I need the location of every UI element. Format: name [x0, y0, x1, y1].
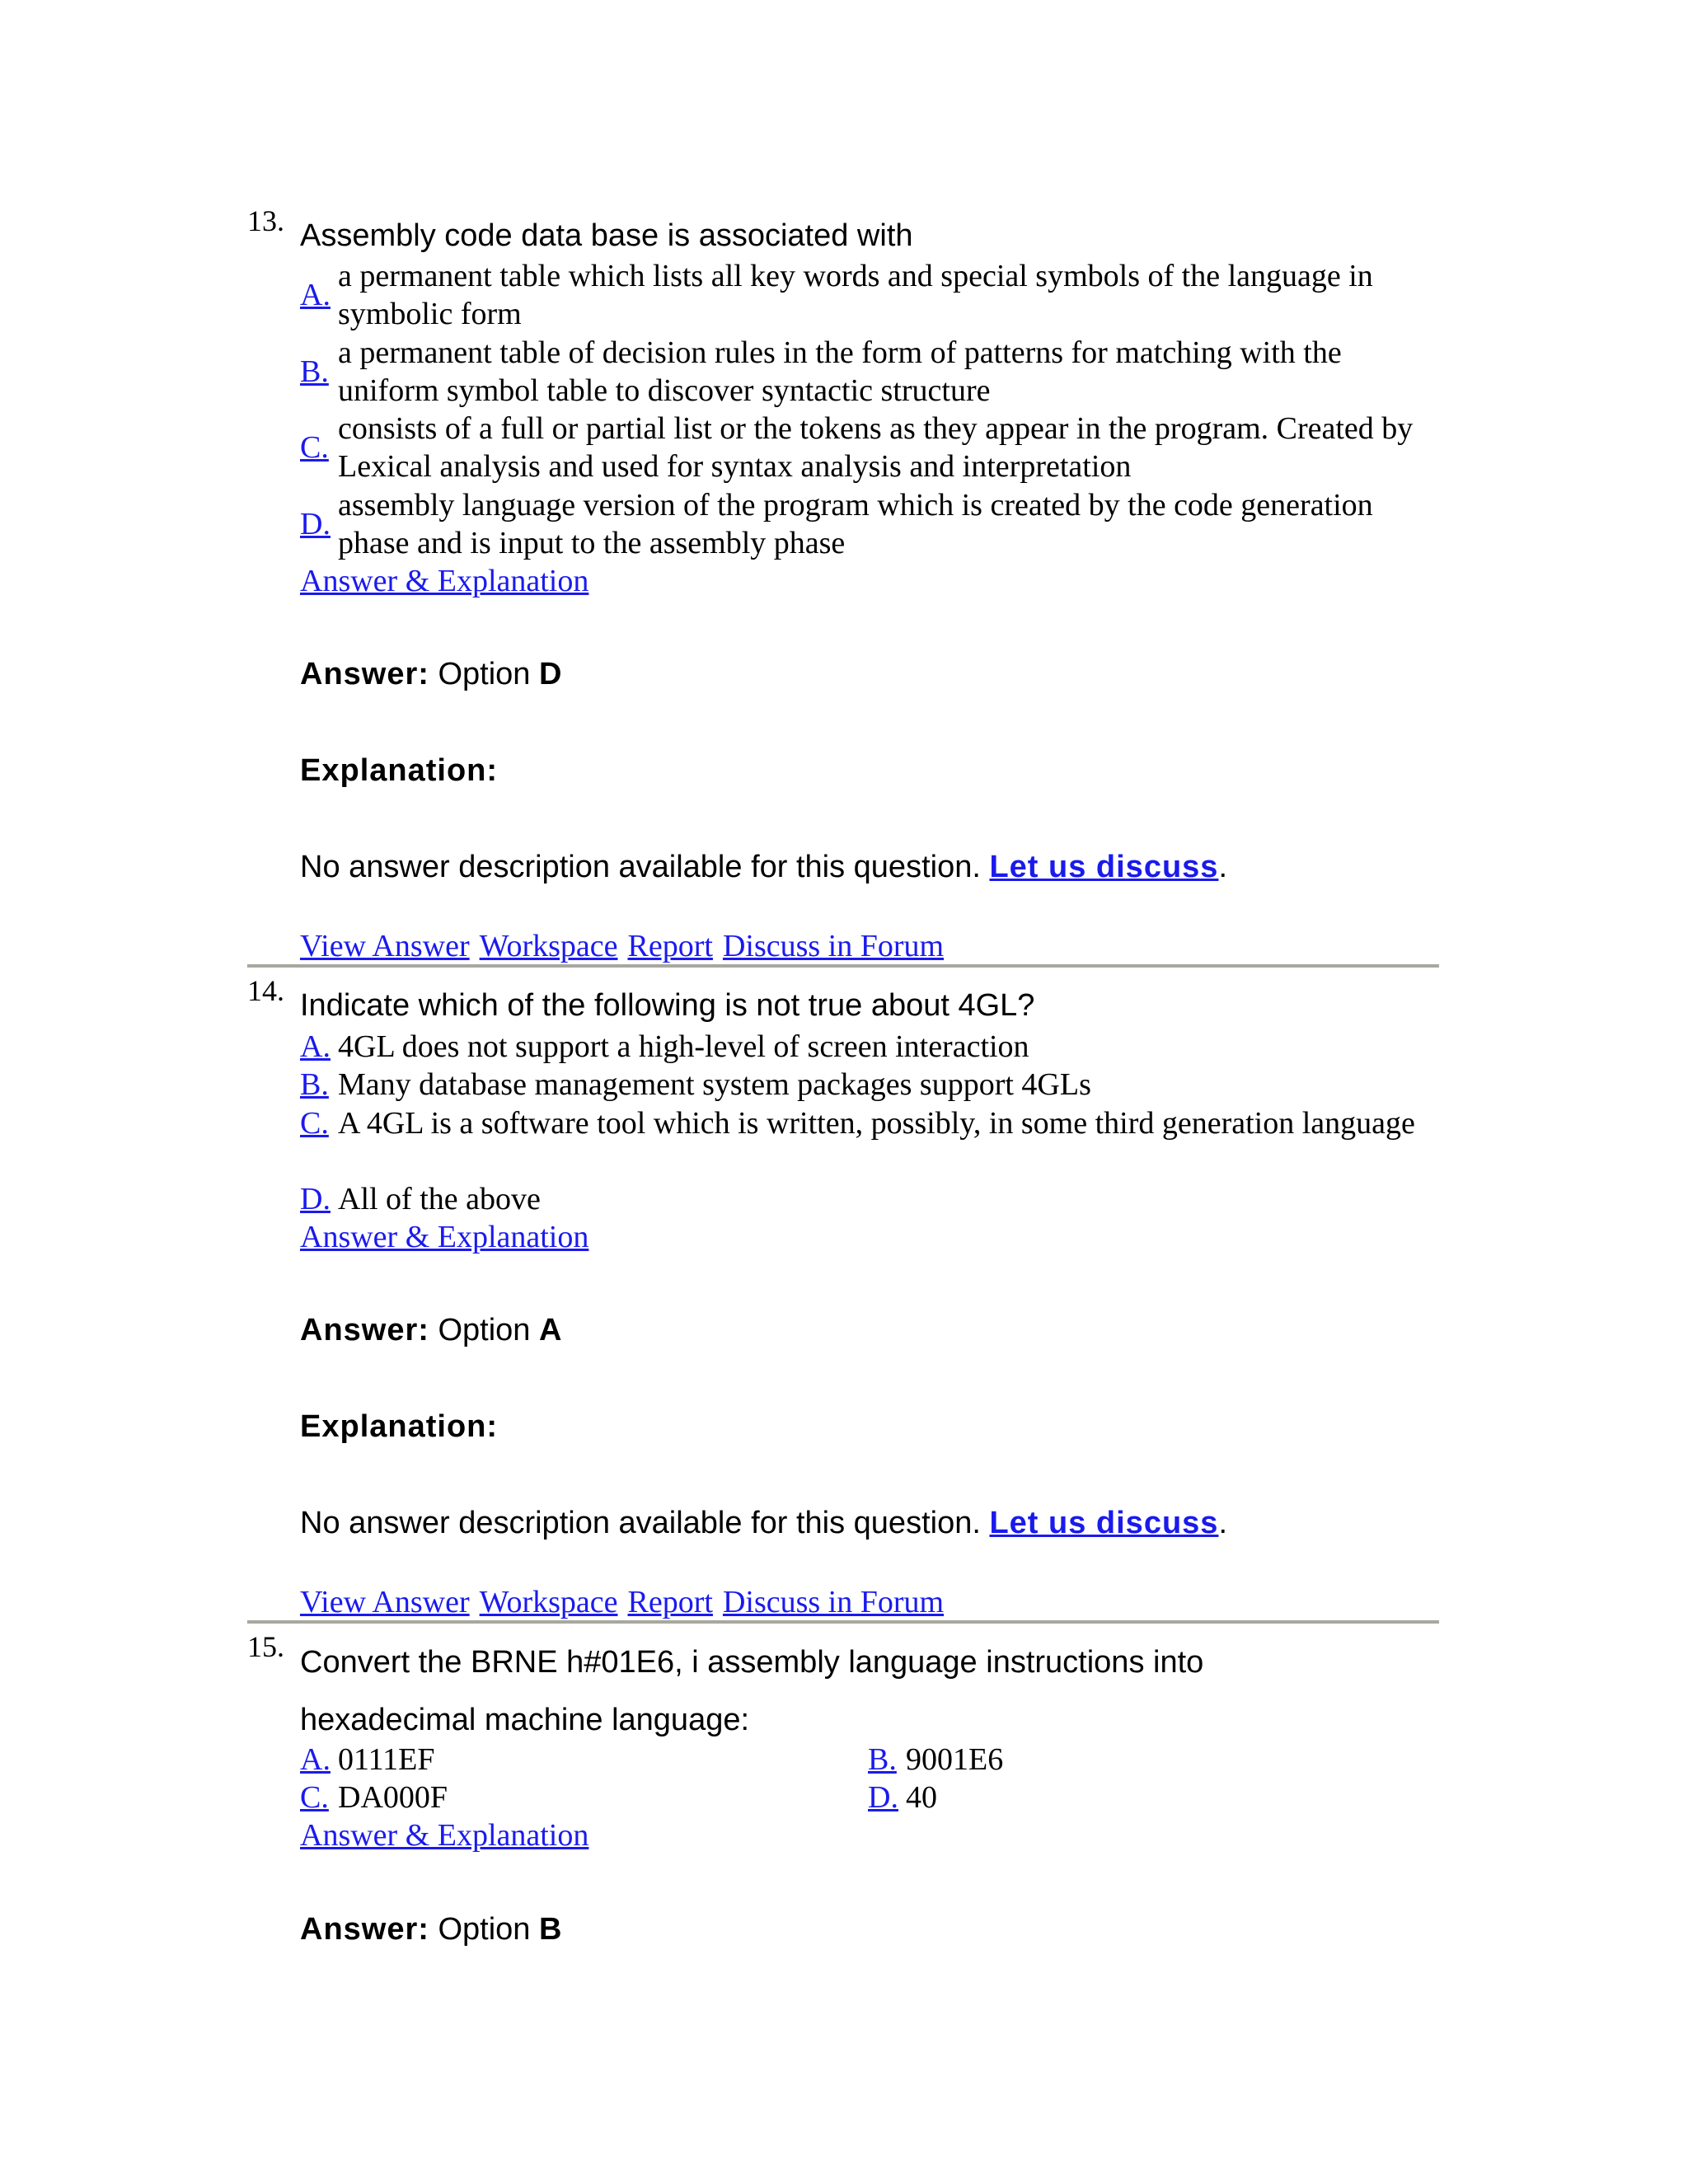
question-number: 13.	[247, 204, 284, 237]
option-text: All of the above	[338, 1182, 541, 1216]
option-text: A 4GL is a software tool which is written, possibly, in some third generation language	[338, 1106, 1415, 1141]
explanation-text-line	[300, 1504, 1227, 1542]
answer-prefix: Option	[438, 657, 531, 691]
explanation-end: .	[1218, 850, 1227, 884]
answer-prefix: Option	[438, 1313, 531, 1347]
report-link[interactable]: Report	[627, 1585, 713, 1619]
option-letter-link[interactable]: B.	[868, 1742, 897, 1777]
answer-label: Answer:	[300, 1313, 429, 1347]
question-number: 15.	[247, 1630, 284, 1663]
option-letter-link[interactable]: B.	[300, 354, 329, 389]
discuss-in-forum-link[interactable]: Discuss in Forum	[722, 929, 945, 963]
workspace-link[interactable]: Workspace	[479, 929, 618, 963]
option-d	[868, 1779, 1379, 1816]
answer-line	[300, 655, 561, 693]
question-footer-links	[300, 1583, 944, 1621]
answer-line	[300, 1910, 561, 1948]
answer-line	[300, 1311, 561, 1349]
answer-explanation-link[interactable]: Answer & Explanation	[300, 1818, 589, 1853]
question-text: Indicate which of the following is not true about 4GL?	[300, 988, 1035, 1023]
answer-option: A	[539, 1313, 562, 1347]
option-letter-link[interactable]: A.	[300, 1742, 331, 1777]
option-text: a permanent table which lists all key words and special symbols of the language in symbolic form	[338, 259, 1373, 331]
answer-explanation-link[interactable]: Answer & Explanation	[300, 564, 589, 598]
view-answer-link[interactable]: View Answer	[300, 929, 470, 963]
option-letter-link[interactable]: D.	[868, 1780, 898, 1815]
option-text: assembly language version of the program which is created by the code generation phase and is input to the assembly phase	[338, 488, 1373, 560]
option-letter-link[interactable]: C.	[300, 1780, 329, 1815]
question-divider	[247, 964, 1439, 968]
option-a	[300, 1741, 811, 1779]
option-letter-link[interactable]: A.	[300, 278, 331, 312]
report-link[interactable]: Report	[627, 929, 713, 963]
answer-label: Answer:	[300, 657, 429, 691]
question-number: 14.	[247, 974, 284, 1007]
question-footer-links	[300, 927, 944, 965]
option-letter-link[interactable]: B.	[300, 1067, 329, 1102]
view-answer-link[interactable]: View Answer	[300, 1585, 470, 1619]
option-d	[300, 486, 1437, 562]
option-text: 4GL does not support a high-level of screen interaction	[338, 1029, 1029, 1064]
explanation-text: No answer description available for this question.	[300, 850, 981, 884]
option-b	[300, 334, 1437, 410]
answer-prefix: Option	[438, 1912, 531, 1947]
workspace-link[interactable]: Workspace	[479, 1585, 618, 1619]
option-b	[300, 1066, 1437, 1104]
question-text: Assembly code data base is associated with	[300, 218, 913, 253]
option-letter-link[interactable]: D.	[300, 507, 331, 541]
explanation-text-line	[300, 848, 1227, 886]
explanation-text: No answer description available for this question.	[300, 1506, 981, 1540]
answer-option: B	[539, 1912, 562, 1947]
option-letter-link[interactable]: D.	[300, 1182, 331, 1216]
explanation-end: .	[1218, 1506, 1227, 1540]
option-letter-link[interactable]: C.	[300, 1106, 329, 1141]
option-letter-link[interactable]: A.	[300, 1029, 331, 1064]
option-text: DA000F	[338, 1780, 448, 1815]
option-c	[300, 410, 1437, 485]
option-text: 0111EF	[338, 1742, 435, 1777]
answer-explanation-link[interactable]: Answer & Explanation	[300, 1220, 589, 1254]
option-b	[868, 1741, 1379, 1779]
option-text: 9001E6	[906, 1742, 1004, 1777]
explanation-heading: Explanation:	[300, 753, 499, 788]
option-text: consists of a full or partial list or the tokens as they appear in the program. Created by Lexical analysis and used for syntax analysis and interpretation	[338, 411, 1414, 484]
option-text: Many database management system packages support 4GLs	[338, 1067, 1091, 1102]
option-d	[300, 1180, 1437, 1218]
question-divider	[247, 1620, 1439, 1624]
question-text: Convert the BRNE h#01E6, i assembly language instructions into hexadecimal machine language:	[300, 1645, 1204, 1737]
option-a	[300, 1028, 1437, 1066]
let-us-discuss-link[interactable]: Let us discuss	[989, 850, 1219, 884]
option-text: 40	[906, 1780, 937, 1815]
answer-option: D	[539, 657, 562, 691]
let-us-discuss-link[interactable]: Let us discuss	[989, 1506, 1219, 1540]
option-a	[300, 257, 1437, 333]
option-c	[300, 1104, 1437, 1142]
option-c	[300, 1779, 811, 1816]
answer-label: Answer:	[300, 1912, 429, 1947]
option-letter-link[interactable]: C.	[300, 430, 329, 465]
discuss-in-forum-link[interactable]: Discuss in Forum	[722, 1585, 945, 1619]
explanation-heading: Explanation:	[300, 1409, 499, 1444]
option-text: a permanent table of decision rules in the form of patterns for matching with the uniform symbol table to discover syntactic structure	[338, 335, 1342, 408]
